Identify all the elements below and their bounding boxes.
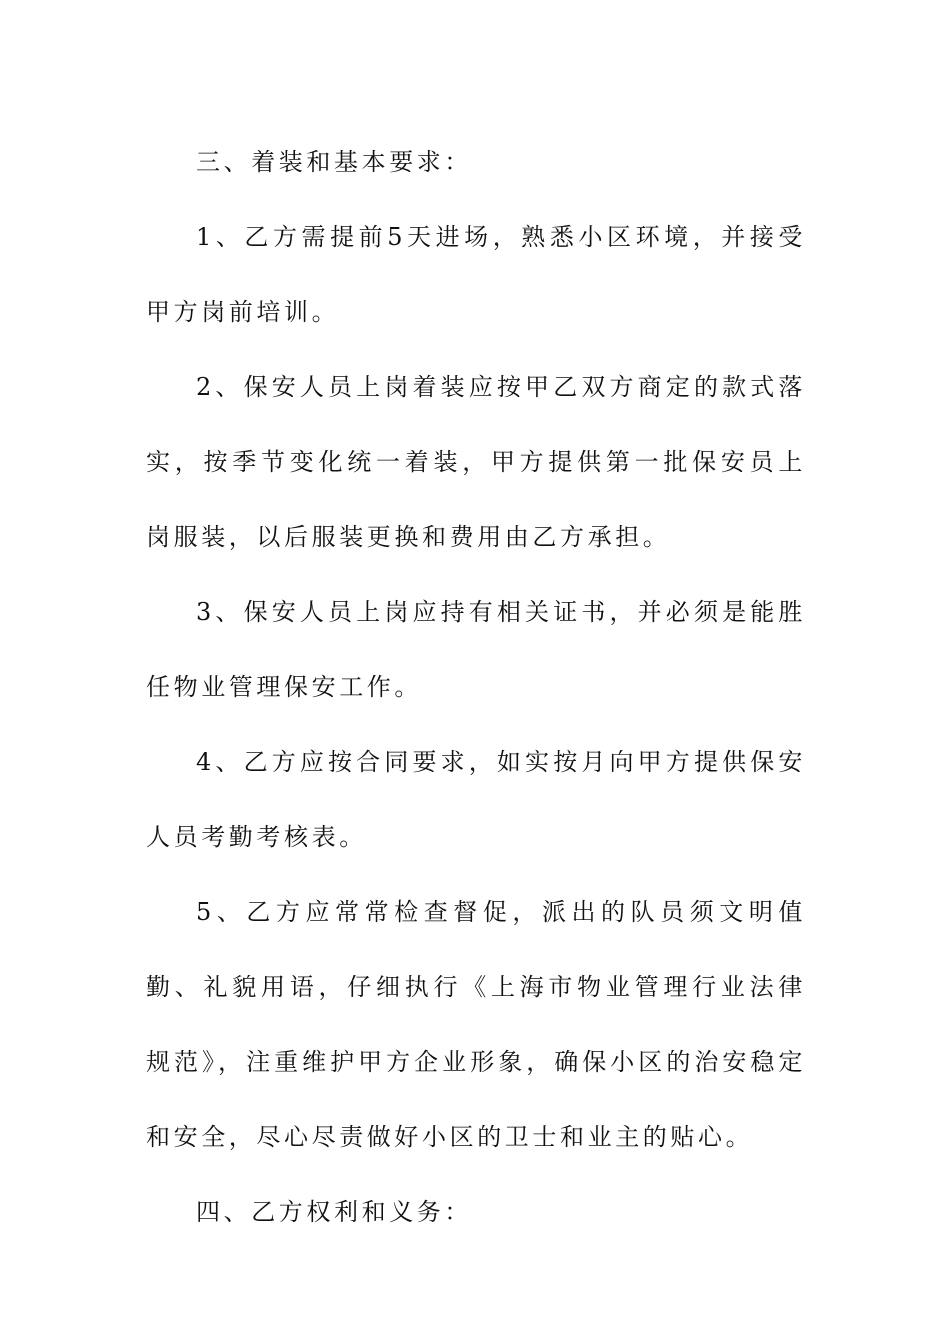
document-body xyxy=(146,125,806,1250)
clause-1-paragraph: 1、乙方需提前5天进场，熟悉小区环境，并接受甲方岗前培训。 xyxy=(146,223,806,326)
section-heading-rights-obligations: 四、乙方权利和义务： xyxy=(196,1198,472,1226)
clause-3-paragraph: 3、保安人员上岗应持有相关证书，并必须是能胜任物业管理保安工作。 xyxy=(146,598,806,701)
section-heading-dress-requirements: 三、着装和基本要求： xyxy=(196,148,472,176)
clause-4-paragraph: 4、乙方应按合同要求，如实按月向甲方提供保安人员考勤考核表。 xyxy=(146,748,806,851)
clause-5-paragraph: 5、乙方应常常检查督促，派出的队员须文明值勤、礼貌用语，仔细执行《上海市物业管理行业法律规范》，注重维护甲方企业形象，确保小区的治安稳定和安全，尽心尽责做好小区的卫士和业主的贴心。 xyxy=(146,898,806,1151)
clause-2-paragraph: 2、保安人员上岗着装应按甲乙双方商定的款式落实，按季节变化统一着装，甲方提供第一批保安员上岗服装，以后服装更换和费用由乙方承担。 xyxy=(146,373,806,551)
